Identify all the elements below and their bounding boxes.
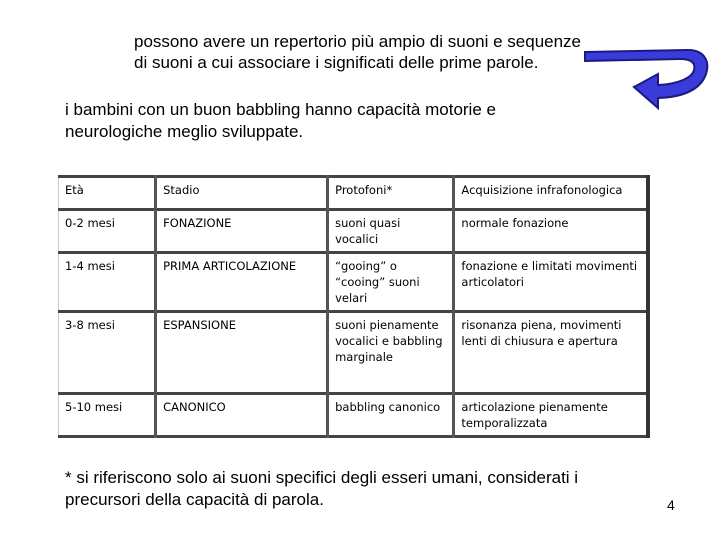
body-text-line-2: neurologiche meglio sviluppate. <box>65 122 304 141</box>
table-cell-stage: FONAZIONE <box>156 210 328 253</box>
body-text-line-1: i bambini con un buon babbling hanno capacità motorie e <box>65 100 496 119</box>
table-cell-protophones: babbling canonico <box>328 394 454 437</box>
table-cell-age: 3-8 mesi <box>59 312 156 394</box>
page-number: 4 <box>667 497 675 513</box>
table-cell-stage: ESPANSIONE <box>156 312 328 394</box>
table-cell-age: 0-2 mesi <box>59 210 156 253</box>
table-cell-infraphonological: fonazione e limitati movimenti articolatori <box>454 253 648 312</box>
table-row <box>59 210 649 253</box>
table-cell-protophones: suoni quasi vocalici <box>328 210 454 253</box>
table-cell-infraphonological: risonanza piena, movimenti lenti di chiusura e apertura <box>454 312 648 394</box>
header-cell-protophones: Protofoni* <box>328 177 454 210</box>
table-cell-age: 5-10 mesi <box>59 394 156 437</box>
curved-arrow-icon <box>580 40 715 110</box>
table-cell-protophones: suoni pienamente vocalici e babbling marginale <box>328 312 454 394</box>
header-cell-infraphonological: Acquisizione infrafonologica <box>454 177 648 210</box>
intro-text-line-1: possono avere un repertorio più ampio di suoni e sequenze <box>134 32 582 51</box>
table-cell-age: 1-4 mesi <box>59 253 156 312</box>
table-header-row <box>59 177 649 210</box>
footnote-line-2: precursori della capacità di parola. <box>65 490 324 509</box>
babbling-stages-table <box>58 175 650 438</box>
header-cell-age: Età <box>59 177 156 210</box>
table-cell-stage: PRIMA ARTICOLAZIONE <box>156 253 328 312</box>
table-cell-protophones: “gooing” o “cooing” suoni velari <box>328 253 454 312</box>
intro-text-line-2: di suoni a cui associare i significati delle prime parole. <box>134 53 539 72</box>
table-cell-infraphonological: normale fonazione <box>454 210 648 253</box>
table-row <box>59 394 649 437</box>
header-cell-stage: Stadio <box>156 177 328 210</box>
table-cell-infraphonological: articolazione pienamente temporalizzata <box>454 394 648 437</box>
footnote-line-1: * si riferiscono solo ai suoni specifici degli esseri umani, considerati i <box>65 468 579 487</box>
table-row <box>59 253 649 312</box>
table-row <box>59 312 649 394</box>
table-cell-stage: CANONICO <box>156 394 328 437</box>
